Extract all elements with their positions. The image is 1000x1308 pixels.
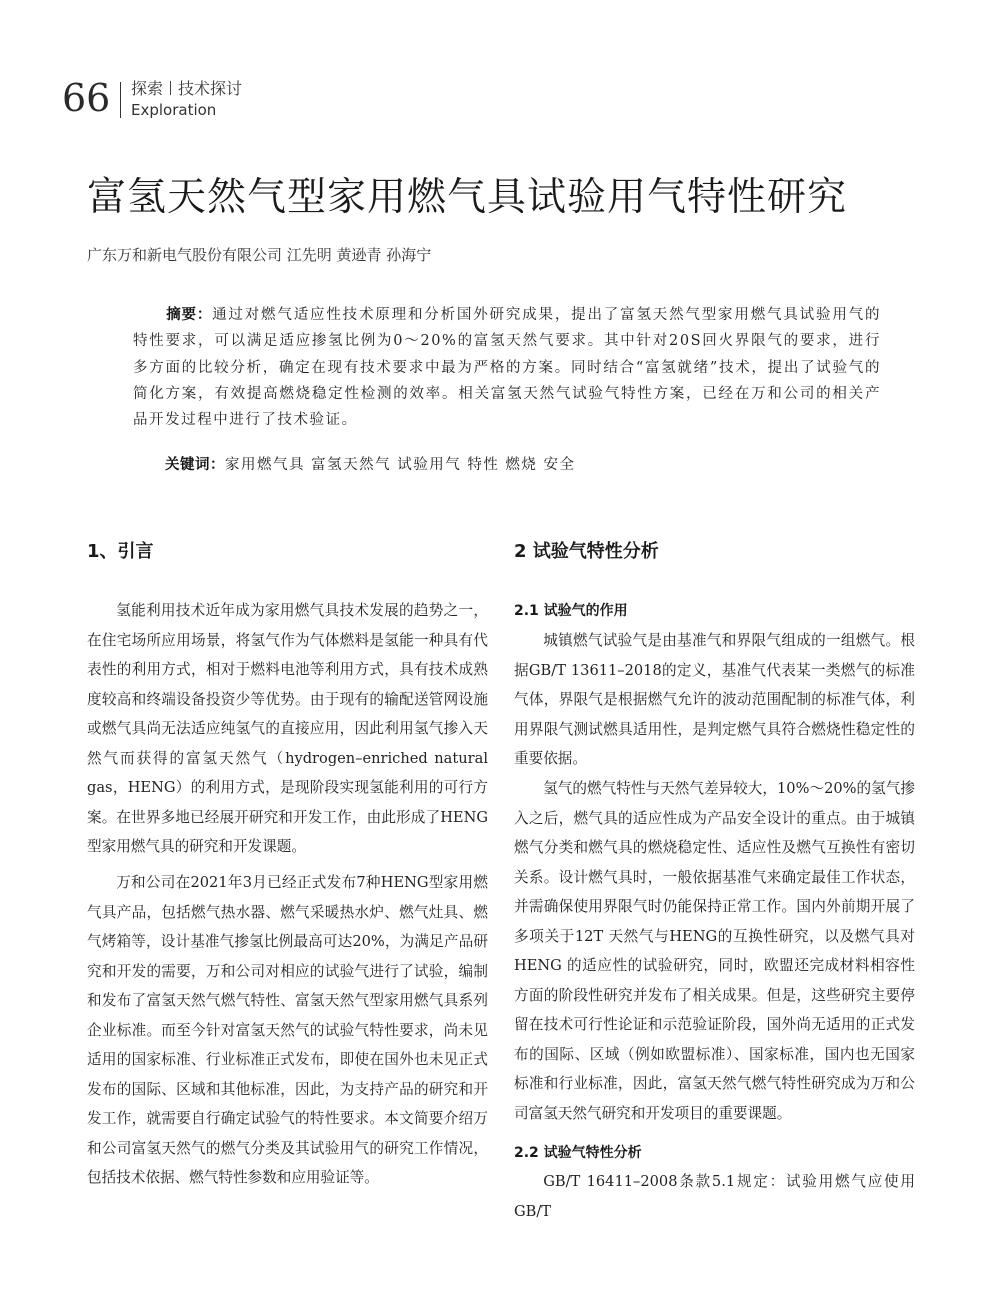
section-name: 探索 — [131, 79, 164, 98]
abstract-label: 摘要： — [166, 307, 213, 323]
section-label — [131, 79, 242, 99]
section-name-english: Exploration — [131, 101, 217, 119]
section-heading-gas-analysis: 2 试验气特性分析 — [514, 541, 659, 562]
page-number: 66 — [62, 76, 111, 120]
subsection-name: 技术探讨 — [178, 79, 243, 98]
intro-paragraph-2: 万和公司在2021年3月已经正式发布7种HENG型家用燃气具产品，包括燃气热水器、燃气采暖热水炉、燃气灶具、燃气烤箱等，设计基准气掺氢比例最高可达20%，为满足产品研究和开发的需要，万和公司对相应的试验气进行了试验，编制和发布了富氢天然气燃气特性、富氢天然气型家用燃气具系列企业标准。而至今针对富氢天然气的试验气特性要求，尚未见适用的国家标准、行业标准正式发布，即使在国外也未见正式发布的国际、区域和其他标准，因此，为支持产品的研究和开发工作，就需要自行确定试验气的特性要求。本文简要介绍万和公司富氢天然气的燃气分类及其试验用气的研究工作情况，包括技术依据、燃气特性参数和应用验证等。 — [87, 874, 488, 1186]
intro-paragraph-1: 氢能利用技术近年成为家用燃气具技术发展的趋势之一，在住宅场所应用场景，将氢气作为气体燃料是氢能一种具有代表性的利用方式，相对于燃料电池等利用方式，具有技术成熟度较高和终端设备投资少等优势。由于现有的输配送管网设施或燃气具尚无法适应纯氢气的直接应用，因此利用氢气掺入天然气而获得的富氢天然气（hydrogen–enriched natural gas，HENG）的利用方式，是现阶段实现氢能利用的可行方案。在世界多地已经展开研究和开发工作，由此形成了HENG型家用燃气具的研究和开发课题。 — [87, 602, 488, 855]
abstract — [133, 302, 881, 433]
gas-paragraph-1: 城镇燃气试验气是由基准气和界限气组成的一组燃气。根据GB/T 13611–2018的定义，基准气代表某一类燃气的标准气体，界限气是根据燃气允许的波动范围配制的标准气体，利用界限气测试燃具适用性，是判定燃气具符合燃烧性稳定性的重要依据。 — [514, 632, 915, 767]
keywords-label: 关键词： — [165, 457, 225, 473]
keywords-text: 家用燃气具 富氢天然气 试验用气 特性 燃烧 安全 — [225, 457, 576, 473]
gas-paragraph-2: 氢气的燃气特性与天然气差异较大，10%～20%的氢气掺入之后，燃气具的适应性成为产品安全设计的重点。由于城镇燃气分类和燃气具的燃烧稳定性、适应性及燃气互换性有密切关系。设计燃气具时，一般依据基准气来确定最佳工作状态，并需确保使用界限气时仍能保持正常工作。国内外前期开展了多项关于12T 天然气与HENG的互换性研究，以及燃气具对HENG 的适应性的试验研究，同时，欧盟还完成材料相容性方面的阶段性研究并发布了相关成果。但是，这些研究主要停留在技术可行性论证和示范验证阶段，国外尚无适用的正式发布的国际、区域（例如欧盟标准）、国家标准，国内也无国家标准和行业标准，因此，富氢天然气燃气特性研究成为万和公司富氢天然气研究和开发项目的重要课题。 — [514, 780, 915, 1122]
section-heading-introduction: 1、引言 — [87, 541, 154, 562]
header-divider — [120, 82, 121, 118]
gas-paragraph-3: GB/T 16411–2008条款5.1规定：试验用燃气应使用GB/T — [514, 1173, 915, 1220]
subsection-heading-2-1: 2.1 试验气的作用 — [514, 603, 628, 619]
abstract-text: 通过对燃气适应性技术原理和分析国外研究成果，提出了富氢天然气型家用燃气具试验用气的特性要求，可以满足适应掺氢比例为0～20%的富氢天然气要求。其中针对20S回火界限气的要求，进行多方面的比较分析，确定在现有技术要求中最为严格的方案。同时结合“富氢就绪”技术，提出了试验气的简化方案，有效提高燃烧稳定性检测的效率。相关富氢天然气试验气特性方案，已经在万和公司的相关产品开发过程中进行了技术验证。 — [133, 307, 882, 429]
section-separator — [170, 81, 171, 95]
subsection-heading-2-2: 2.2 试验气特性分析 — [514, 1145, 642, 1161]
article-title: 富氢天然气型家用燃气具试验用气特性研究 — [87, 175, 848, 220]
keywords — [165, 452, 881, 478]
article-authors: 广东万和新电气股份有限公司 江先明 黄逊青 孙海宁 — [87, 246, 432, 264]
